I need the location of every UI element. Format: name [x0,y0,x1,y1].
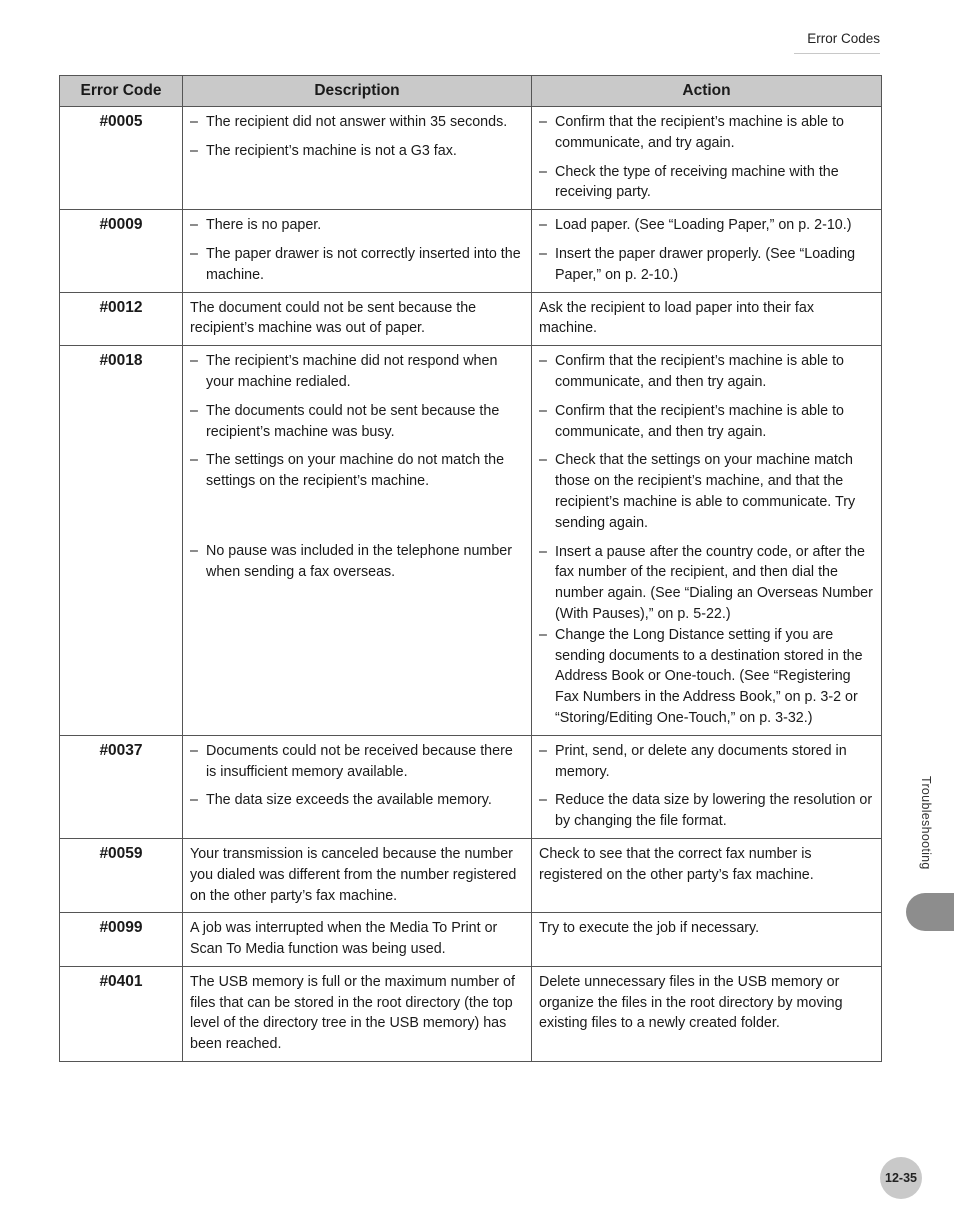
action-text: Insert a pause after the country code, or after the fax number of the recipient, and then dial the number again. (See “Dialing an Overseas Number (With Pauses),” on p. 5-22.) [555,543,873,622]
description-text: The documents could not be sent because the recipient’s machine was busy. [206,402,500,440]
list-item [539,215,874,236]
column-header-action: Action [532,76,882,107]
action-text: Confirm that the recipient’s machine is able to communicate, and try again. [555,114,844,151]
description-cell: Your transmission is canceled because the number you dialed was different from the number registered on the other party’s fax machine. [183,838,532,912]
list-item [190,351,524,393]
dash-bullet: – [190,114,198,130]
dash-bullet: – [539,626,547,643]
error-codes-table [59,75,882,1062]
error-code: #0401 [60,966,183,1061]
dash-bullet: – [539,742,547,759]
running-header: Error Codes [794,31,880,54]
list-item [190,790,524,811]
table-row [60,838,882,912]
list-item [539,162,874,204]
action-text: Insert the paper drawer properly. (See “Loading Paper,” on p. 2-10.) [555,245,856,283]
list-item [190,112,524,133]
error-code: #0018 [60,346,183,736]
action-cell [532,346,882,736]
list-item [539,542,874,625]
description-cell [183,346,532,736]
list-item [539,351,874,393]
table-row [60,735,882,838]
description-text: The paper drawer is not correctly inserted into the machine. [206,245,521,283]
action-text: Check that the settings on your machine match those on the recipient’s machine, and that the recipient’s machine is able to communicate. Try sending again. [555,452,856,531]
chapter-side-label: Troubleshooting [919,776,933,870]
action-text: Load paper. (See “Loading Paper,” on p. 2-10.) [555,217,852,234]
action-cell [532,735,882,838]
page-number: 12-35 [880,1157,922,1199]
description-cell: The document could not be sent because the recipient’s machine was out of paper. [183,292,532,346]
list-item [539,625,874,729]
dash-bullet: – [539,543,547,560]
column-header-description: Description [183,76,532,107]
table-row [60,966,882,1061]
action-text: Print, send, or delete any documents stored in memory. [555,742,847,780]
action-cell [532,210,882,292]
table-row [60,913,882,967]
dash-bullet: – [190,742,198,759]
action-text: Reduce the data size by lowering the resolution or by changing the file format. [555,792,873,830]
description-text: The data size exceeds the available memory. [206,792,492,809]
action-cell [532,107,882,210]
action-cell: Delete unnecessary files in the USB memory or organize the files in the root directory by moving existing files to a newly created folder. [532,966,882,1061]
dash-bullet: – [190,402,198,419]
dash-bullet: – [539,792,547,809]
description-text: Documents could not be received because there is insufficient memory available. [206,742,513,780]
list-item [190,401,524,443]
table-row [60,346,882,736]
dash-bullet: – [539,353,547,370]
error-code: #0012 [60,292,183,346]
dash-bullet: – [190,353,198,370]
table-row [60,210,882,292]
action-text: Confirm that the recipient’s machine is able to communicate, and then try again. [555,402,844,440]
action-cell: Ask the recipient to load paper into their fax machine. [532,292,882,346]
error-code: #0009 [60,210,183,292]
dash-bullet: – [539,114,547,130]
list-item [539,244,874,286]
error-code: #0037 [60,735,183,838]
error-code: #0099 [60,913,183,967]
description-text: The settings on your machine do not match the settings on the recipient’s machine. [206,452,505,490]
action-cell: Try to execute the job if necessary. [532,913,882,967]
dash-bullet: – [190,452,198,469]
action-text: Confirm that the recipient’s machine is able to communicate, and then try again. [555,353,844,390]
list-item [539,450,874,533]
list-item [539,741,874,783]
error-code: #0005 [60,107,183,210]
action-text: Check the type of receiving machine with the receiving party. [555,163,839,201]
description-text: The recipient did not answer within 35 seconds. [206,114,508,130]
description-cell [183,107,532,210]
description-text: There is no paper. [206,217,322,234]
list-item [190,450,524,533]
dash-bullet: – [539,452,547,469]
dash-bullet: – [190,142,198,159]
list-item [190,141,524,162]
table-header-row [60,76,882,107]
list-item [190,215,524,236]
dash-bullet: – [190,792,198,809]
table-row [60,107,882,210]
chapter-tab [906,893,954,931]
column-header-error-code: Error Code [60,76,183,107]
description-text: The recipient’s machine did not respond when your machine redialed. [206,353,498,390]
dash-bullet: – [539,402,547,419]
list-item [190,541,524,583]
dash-bullet: – [539,245,547,262]
list-item [190,244,524,286]
error-code: #0059 [60,838,183,912]
dash-bullet: – [539,217,547,234]
dash-bullet: – [190,543,198,560]
dash-bullet: – [190,217,198,234]
list-item [539,401,874,443]
action-text: Change the Long Distance setting if you are sending documents to a destination stored in the Address Book or One-touch. (See “Registering Fax Numbers in the Address Book,” on p. 3-2 or “Storing/Editing One-Touch,” on p. 3-32.) [555,626,863,726]
list-item [539,112,874,154]
description-cell [183,735,532,838]
table-row [60,292,882,346]
description-cell: The USB memory is full or the maximum number of files that can be stored in the root directory (the top level of the directory tree in the USB memory) has been reached. [183,966,532,1061]
dash-bullet: – [539,163,547,180]
list-item [190,741,524,783]
description-cell [183,210,532,292]
list-item [539,790,874,832]
action-cell: Check to see that the correct fax number is registered on the other party’s fax machine. [532,838,882,912]
description-text: The recipient’s machine is not a G3 fax. [206,142,457,159]
description-text: No pause was included in the telephone number when sending a fax overseas. [206,543,513,581]
description-cell: A job was interrupted when the Media To Print or Scan To Media function was being used. [183,913,532,967]
dash-bullet: – [190,245,198,262]
